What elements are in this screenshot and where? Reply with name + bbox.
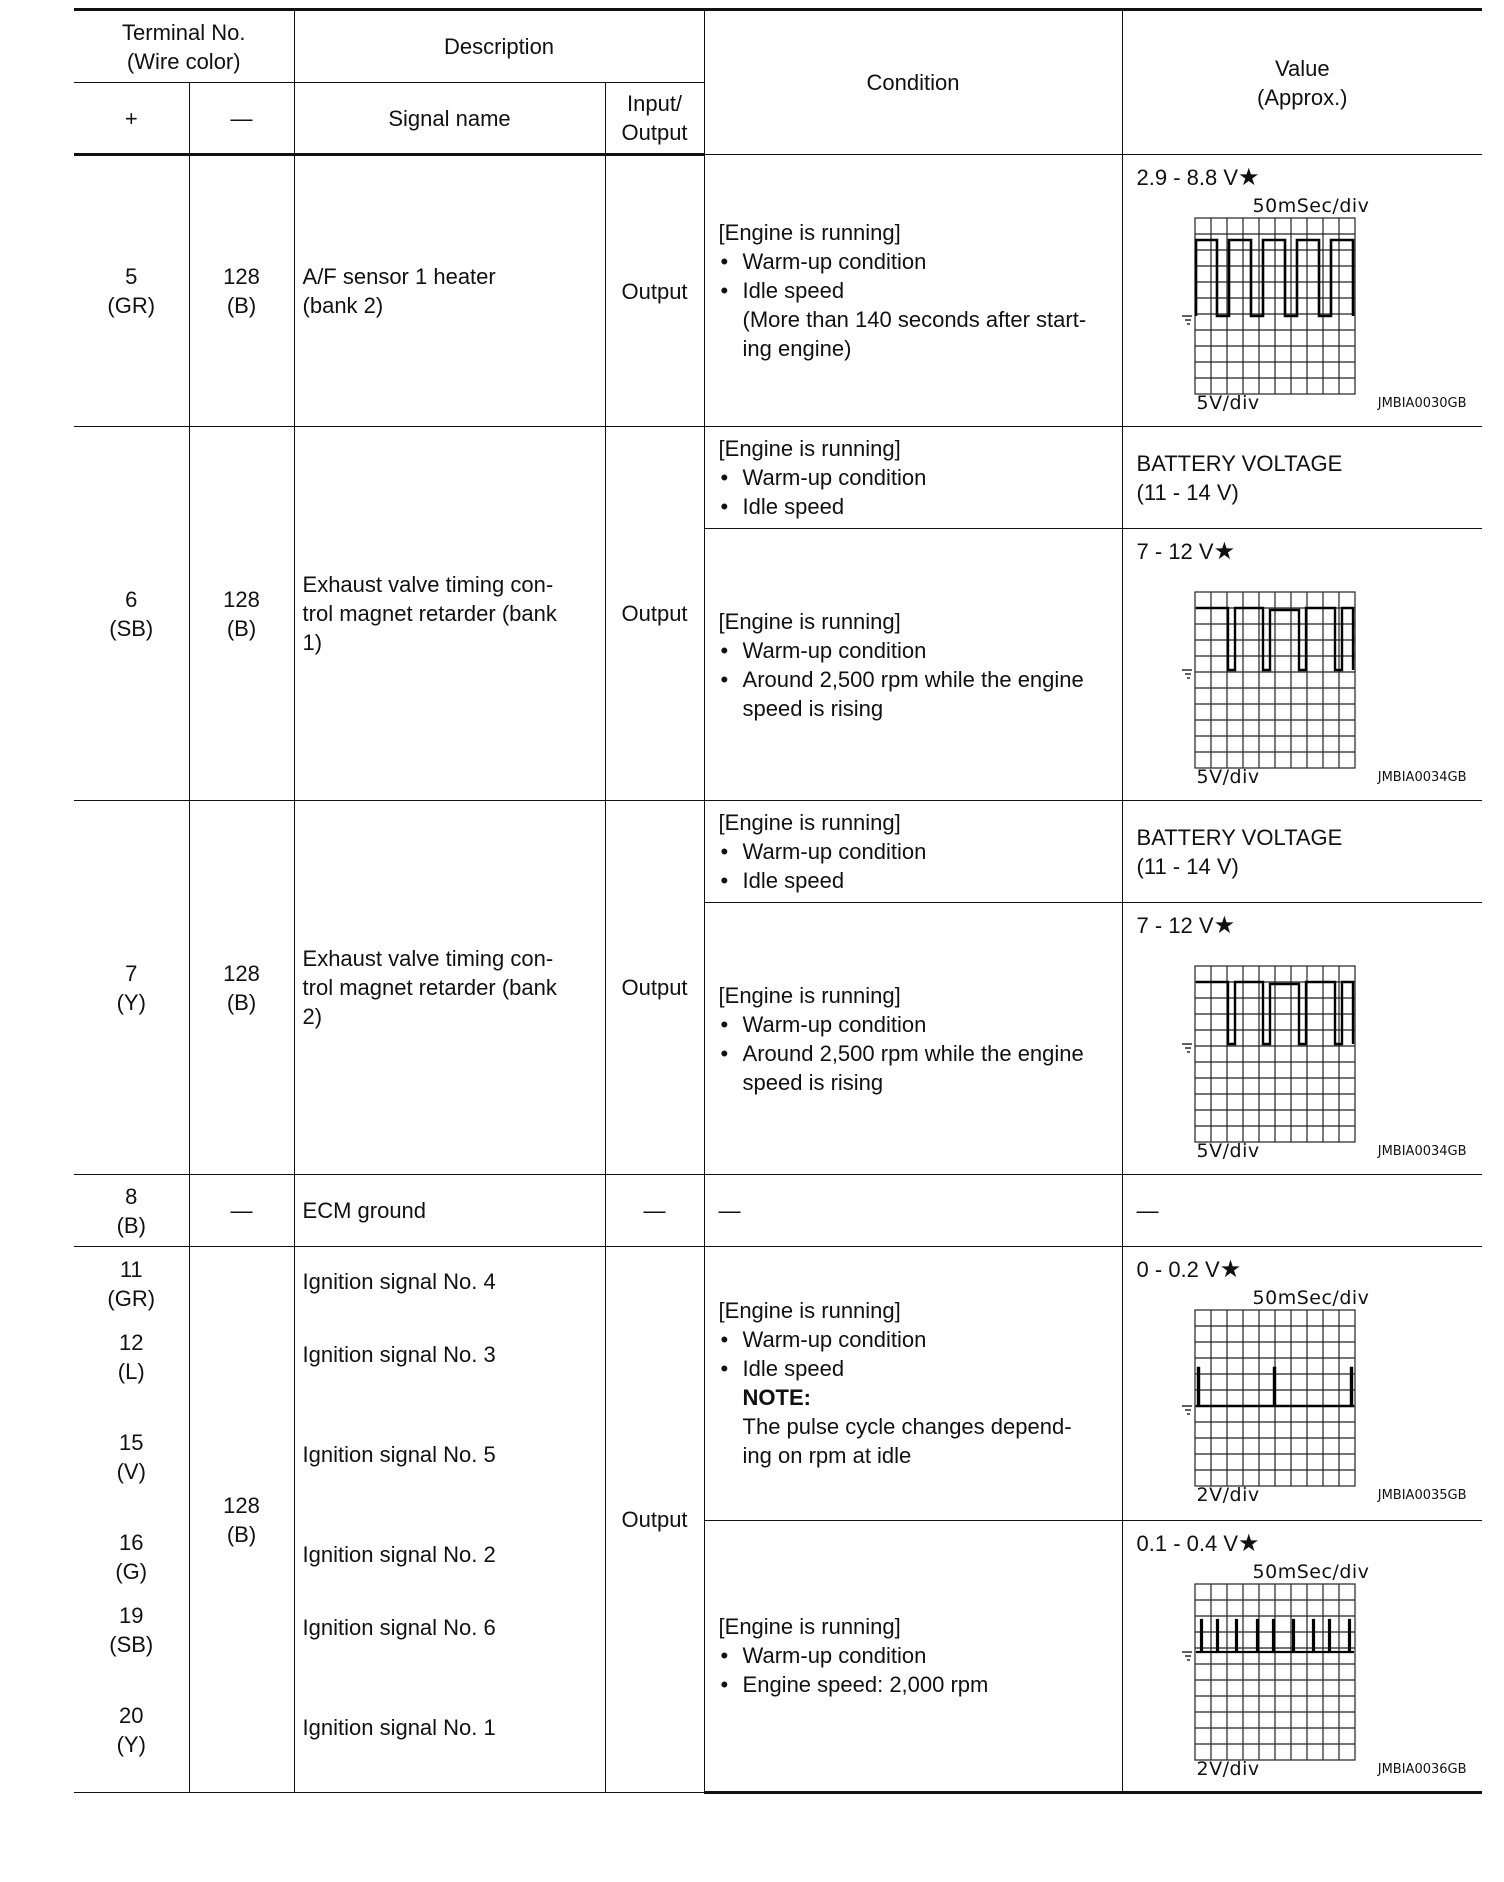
value-text: 0 - 0.2 V: [1136, 1257, 1220, 1282]
scope-volt-div: 2V/div: [1196, 1757, 1260, 1780]
condition: [704, 1247, 1122, 1521]
condition-item: • Idle speed: [719, 276, 1114, 305]
terminal-plus: 12 (L): [117, 1330, 145, 1384]
value-cell: [1122, 1247, 1482, 1521]
io-type: Output: [605, 427, 704, 801]
figure-code: JMBIA0030GB: [1377, 396, 1467, 411]
condition-item: • Warm-up condition: [719, 463, 1114, 492]
signal-name-list: [294, 1247, 605, 1793]
terminal-minus: 128 (B): [189, 801, 294, 1175]
condition-head: [Engine is running]: [718, 220, 901, 245]
condition-item: • Around 2,500 rpm while the engine speed is rising: [719, 665, 1114, 723]
terminal-plus: 20 (Y): [116, 1703, 146, 1757]
value-text: —: [1122, 1175, 1482, 1247]
condition-item: • Warm-up condition: [719, 636, 1114, 665]
star-icon: ★: [1238, 1529, 1260, 1557]
terminal-minus: 128 (B): [189, 427, 294, 801]
table-row: [74, 801, 1482, 903]
scope-volt-div: 2V/div: [1196, 1484, 1260, 1506]
condition-item: • Warm-up condition: [719, 1641, 1114, 1670]
header-io: Input/ Output: [605, 83, 704, 155]
condition-item: • Idle speed: [719, 492, 1114, 521]
scope-time-div: 50mSec/div: [1252, 1287, 1370, 1309]
condition-head: [Engine is running]: [718, 982, 901, 1008]
oscilloscope-waveform: [1137, 1284, 1477, 1516]
value-cell: [1122, 903, 1482, 1175]
condition: [704, 903, 1122, 1175]
signal-name: Exhaust valve timing con- trol magnet retarder (bank 2): [294, 801, 605, 1175]
oscilloscope-waveform: [1137, 192, 1477, 424]
value-cell: [1122, 1520, 1482, 1793]
table-row: [74, 155, 1482, 427]
condition: [704, 1520, 1122, 1793]
condition-head: [Engine is running]: [718, 608, 901, 634]
terminal-plus: 6 (SB): [74, 427, 189, 801]
condition-item: • Warm-up condition: [719, 247, 1114, 276]
terminal-minus: 128 (B): [189, 1247, 294, 1793]
signal-name: Ignition signal No. 3: [302, 1342, 496, 1367]
condition-item: • Idle speed: [719, 1354, 1114, 1383]
oscilloscope-waveform: [1137, 1558, 1477, 1790]
oscilloscope-waveform: [1137, 940, 1477, 1172]
io-type: —: [605, 1175, 704, 1247]
scope-volt-div: 5V/div: [1196, 392, 1260, 414]
table-row: [74, 1247, 1482, 1521]
star-icon: ★: [1213, 538, 1236, 565]
io-type: Output: [605, 1247, 704, 1793]
scope-time-div: 50mSec/div: [1252, 1560, 1370, 1583]
terminal-plus: 8 (B): [74, 1175, 189, 1247]
figure-code: JMBIA0034GB: [1377, 1144, 1467, 1159]
note-label: NOTE:: [742, 1385, 811, 1411]
condition-item: • Warm-up condition: [719, 837, 1114, 866]
condition-head: [Engine is running]: [718, 810, 901, 835]
star-icon: ★: [1213, 912, 1236, 939]
condition: [704, 529, 1122, 801]
header-terminal-no: Terminal No. (Wire color): [74, 10, 294, 83]
signal-name: Ignition signal No. 4: [302, 1269, 496, 1294]
table-row: [74, 1175, 1482, 1247]
condition-head: [Engine is running]: [718, 1298, 901, 1324]
value-text: BATTERY VOLTAGE (11 - 14 V): [1122, 801, 1482, 903]
terminal-minus: —: [189, 1175, 294, 1247]
header-condition: Condition: [704, 10, 1122, 155]
value-text: 2.9 - 8.8 V: [1136, 165, 1239, 190]
value-text: 7 - 12 V: [1136, 539, 1214, 564]
figure-code: JMBIA0035GB: [1377, 1488, 1467, 1503]
value-text: BATTERY VOLTAGE (11 - 14 V): [1122, 427, 1482, 529]
header-description: Description: [294, 10, 704, 83]
scope-volt-div: 5V/div: [1196, 1140, 1260, 1162]
signal-name: Ignition signal No. 2: [302, 1542, 496, 1567]
condition-item: • Warm-up condition: [719, 1010, 1114, 1039]
terminal-plus: 11 (GR): [107, 1257, 156, 1311]
condition: [704, 427, 1122, 529]
scope-time-div: 50mSec/div: [1252, 195, 1370, 217]
terminal-plus-list: [74, 1247, 189, 1793]
terminal-plus: 19 (SB): [109, 1603, 154, 1657]
star-icon: ★: [1219, 1256, 1242, 1283]
signal-name: ECM ground: [294, 1175, 605, 1247]
value-text: 7 - 12 V: [1136, 913, 1214, 938]
terminal-plus: 15 (V): [116, 1430, 146, 1484]
terminal-plus: 5 (GR): [74, 155, 189, 427]
header-minus: —: [189, 83, 294, 155]
io-type: Output: [605, 801, 704, 1175]
note-text: The pulse cycle changes depend- ing on rpm at idle: [742, 1414, 1072, 1469]
condition-sub: (More than 140 seconds after start- ing engine): [742, 307, 1087, 361]
value-text: 0.1 - 0.4 V: [1136, 1530, 1239, 1556]
terminal-plus: 7 (Y): [74, 801, 189, 1175]
condition-item: • Idle speed: [719, 866, 1114, 895]
signal-name: Ignition signal No. 6: [302, 1615, 496, 1640]
terminal-plus: 16 (G): [115, 1530, 148, 1584]
condition-item: • Warm-up condition: [719, 1325, 1114, 1354]
condition-head: [Engine is running]: [718, 436, 901, 461]
condition-item: • Around 2,500 rpm while the engine speed is rising: [719, 1039, 1114, 1097]
io-type: Output: [605, 155, 704, 427]
figure-code: JMBIA0036GB: [1377, 1761, 1467, 1777]
header-value: Value (Approx.): [1122, 10, 1482, 155]
figure-code: JMBIA0034GB: [1377, 770, 1467, 785]
scope-volt-div: 5V/div: [1196, 766, 1260, 788]
signal-name: Exhaust valve timing con- trol magnet retarder (bank 1): [294, 427, 605, 801]
header-signal-name: Signal name: [294, 83, 605, 155]
star-icon: ★: [1238, 164, 1260, 191]
condition: [704, 801, 1122, 903]
oscilloscope-waveform: [1137, 566, 1477, 798]
terminal-minus: 128 (B): [189, 155, 294, 427]
terminal-table: [74, 8, 1482, 1794]
condition-item: • Engine speed: 2,000 rpm: [719, 1670, 1114, 1699]
signal-name: Ignition signal No. 5: [302, 1442, 496, 1467]
value-cell: [1122, 529, 1482, 801]
signal-name: Ignition signal No. 1: [302, 1715, 496, 1740]
value-cell: [1122, 155, 1482, 427]
header-plus: +: [74, 83, 189, 155]
table-row: [74, 427, 1482, 529]
signal-name: A/F sensor 1 heater (bank 2): [294, 155, 605, 427]
condition: [704, 155, 1122, 427]
condition-head: [Engine is running]: [718, 1614, 901, 1640]
condition: —: [704, 1175, 1122, 1247]
